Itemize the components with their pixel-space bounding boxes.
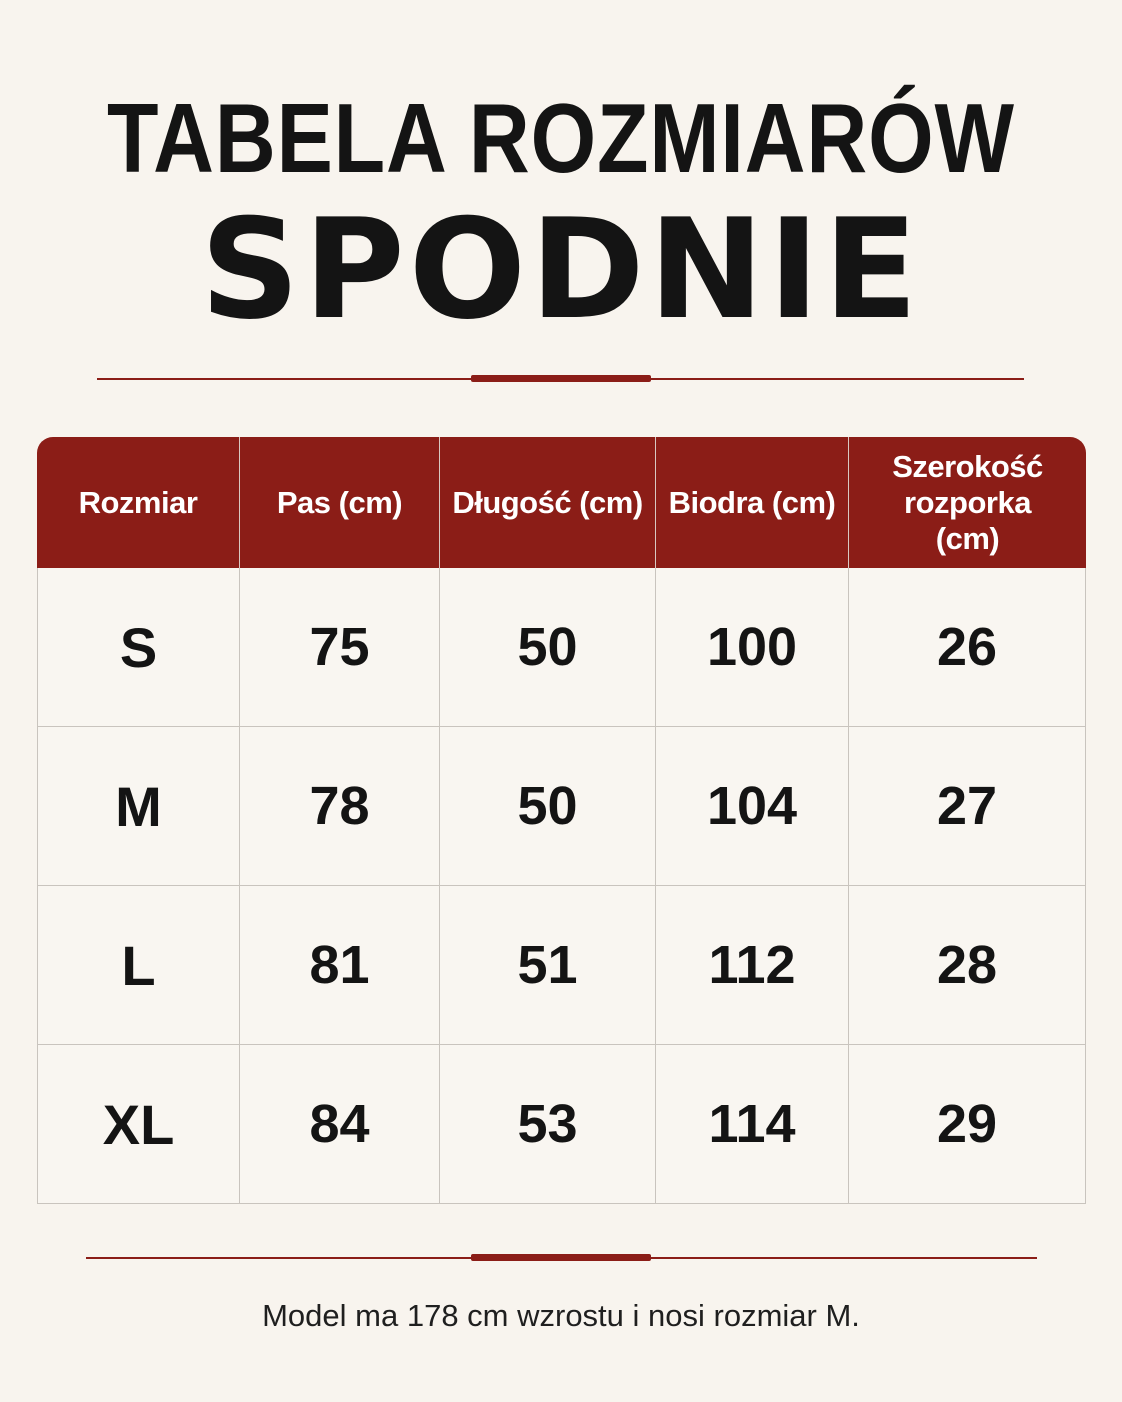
- page-title: TABELA ROZMIARÓW: [107, 83, 1015, 193]
- fly-width-cell: 26: [849, 568, 1086, 727]
- waist-cell: 84: [240, 1045, 440, 1204]
- size-cell: M: [37, 727, 240, 886]
- length-cell: 50: [440, 568, 656, 727]
- fly-width-cell: 29: [849, 1045, 1086, 1204]
- column-header-hips: Biodra (cm): [656, 437, 849, 568]
- table-row: [37, 568, 1086, 727]
- table-row: [37, 886, 1086, 1045]
- page-subtitle: SPODNIE: [200, 189, 922, 350]
- fly-width-cell: 27: [849, 727, 1086, 886]
- table-row: [37, 727, 1086, 886]
- waist-cell: 78: [240, 727, 440, 886]
- waist-cell: 81: [240, 886, 440, 1045]
- length-cell: 50: [440, 727, 656, 886]
- length-cell: 51: [440, 886, 656, 1045]
- hips-cell: 112: [656, 886, 849, 1045]
- top-divider-accent: [471, 375, 651, 382]
- table-row: [37, 1045, 1086, 1204]
- column-header-size: Rozmiar: [37, 437, 240, 568]
- column-header-length: Długość (cm): [440, 437, 656, 568]
- size-cell: XL: [37, 1045, 240, 1204]
- table-header-row: [37, 437, 1086, 568]
- fly-width-cell: 28: [849, 886, 1086, 1045]
- bottom-divider-accent: [471, 1254, 651, 1261]
- model-size-note: Model ma 178 cm wzrostu i nosi rozmiar M.: [262, 1298, 860, 1333]
- hips-cell: 104: [656, 727, 849, 886]
- hips-cell: 114: [656, 1045, 849, 1204]
- length-cell: 53: [440, 1045, 656, 1204]
- size-table: [37, 437, 1086, 1204]
- hips-cell: 100: [656, 568, 849, 727]
- size-cell: S: [37, 568, 240, 727]
- column-header-fly-width: Szerokość rozporka (cm): [849, 437, 1086, 568]
- waist-cell: 75: [240, 568, 440, 727]
- column-header-waist: Pas (cm): [240, 437, 440, 568]
- size-cell: L: [37, 886, 240, 1045]
